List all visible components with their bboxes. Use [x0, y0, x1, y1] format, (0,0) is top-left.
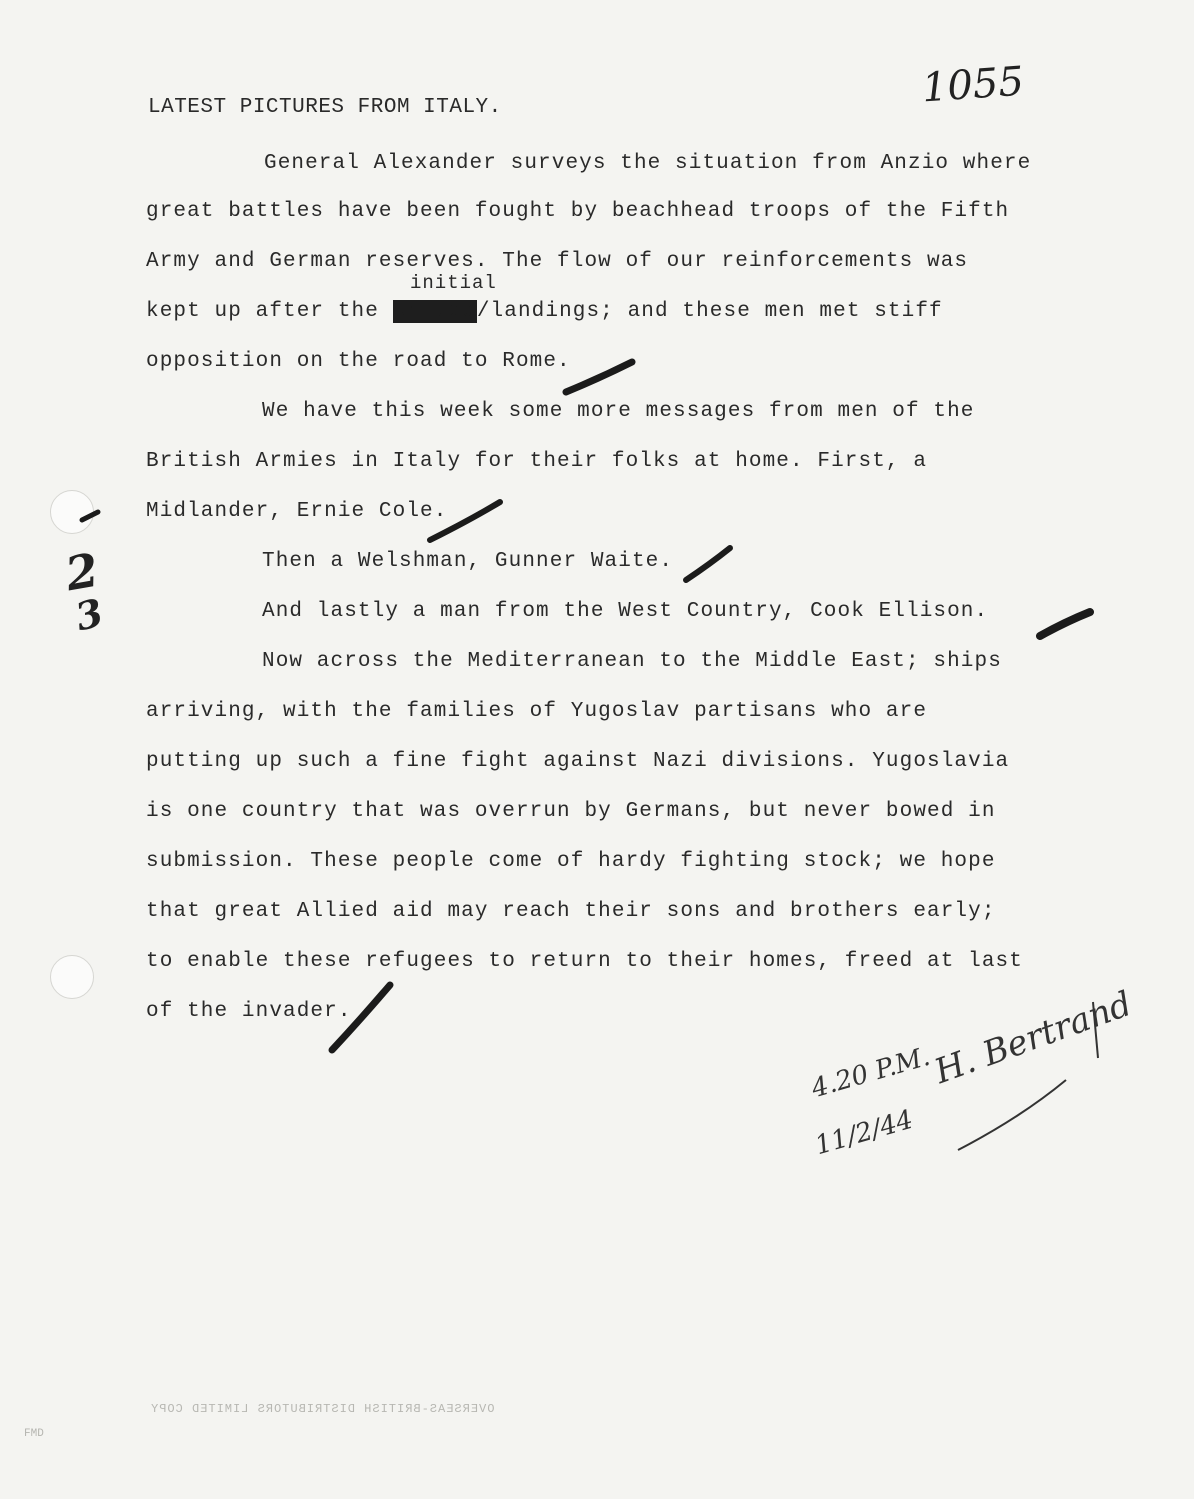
line-segment: General Alexander surveys the situation from Anzio where: [264, 152, 1032, 175]
line-segment: opposition on the road to Rome.: [146, 350, 571, 373]
line-segment: that great Allied aid may reach their sons and brothers early;: [146, 900, 996, 923]
margin-number-3: 3: [70, 589, 108, 640]
line-segment: Midlander, Ernie Cole.: [146, 500, 448, 523]
line-segment: /landings; and these men met stiff: [476, 300, 943, 323]
interlinear-insert: initial: [410, 272, 497, 294]
slash-mark-rome: [566, 362, 632, 392]
line-segment: putting up such a fine fight against Nazi divisions. Yugoslavia: [146, 750, 1010, 773]
footer-stamp: OVERSEAS-BRITISH DISTRIBUTORS LIMITED COPY: [150, 1402, 495, 1416]
line-segment: British Armies in Italy for their folks at home. First, a: [146, 450, 928, 473]
signature-name: H. Bertrand: [929, 983, 1138, 1093]
slash-mark-cole: [430, 502, 500, 540]
line-segment: We have this week some more messages from men of the: [262, 400, 975, 423]
slash-mark-waite: [686, 548, 730, 580]
margin-tick-mark: [82, 512, 98, 520]
line-segment: Army and German reserves. The flow of our reinforcements was: [146, 250, 969, 273]
line-segment: Now across the Mediterranean to the Middle East; ships: [262, 650, 1002, 673]
line-segment: Then a Welshman, Gunner Waite.: [262, 550, 674, 573]
document-title: LATEST PICTURES FROM ITALY.: [148, 96, 502, 119]
corner-tag: FMD: [24, 1428, 44, 1440]
signature-underline: [958, 1080, 1066, 1150]
line-segment: great battles have been fought by beachhead troops of the Fifth: [146, 200, 1010, 223]
signature-date: 11/2/44: [811, 1104, 917, 1162]
line-segment: arriving, with the families of Yugoslav partisans who are: [146, 700, 928, 723]
line-segment: to enable these refugees to return to their homes, freed at last: [146, 950, 1023, 973]
signature-time: 4.20 P.M.: [808, 1041, 934, 1105]
line-segment: And lastly a man from the West Country, Cook Ellison.: [262, 600, 989, 623]
page-number: 1055: [920, 58, 1026, 112]
line-segment: of the invader.: [146, 1000, 352, 1023]
margin-number-2: 2: [61, 542, 103, 602]
struck-out-word: United: [393, 300, 476, 323]
slash-mark-invader: [332, 985, 390, 1050]
line-segment: submission. These people come of hardy fighting stock; we hope: [146, 850, 996, 873]
line-segment: kept up after the: [146, 300, 393, 323]
slash-mark-ellison: [1040, 612, 1090, 636]
line-segment: is one country that was overrun by Germans, but never bowed in: [146, 800, 996, 823]
